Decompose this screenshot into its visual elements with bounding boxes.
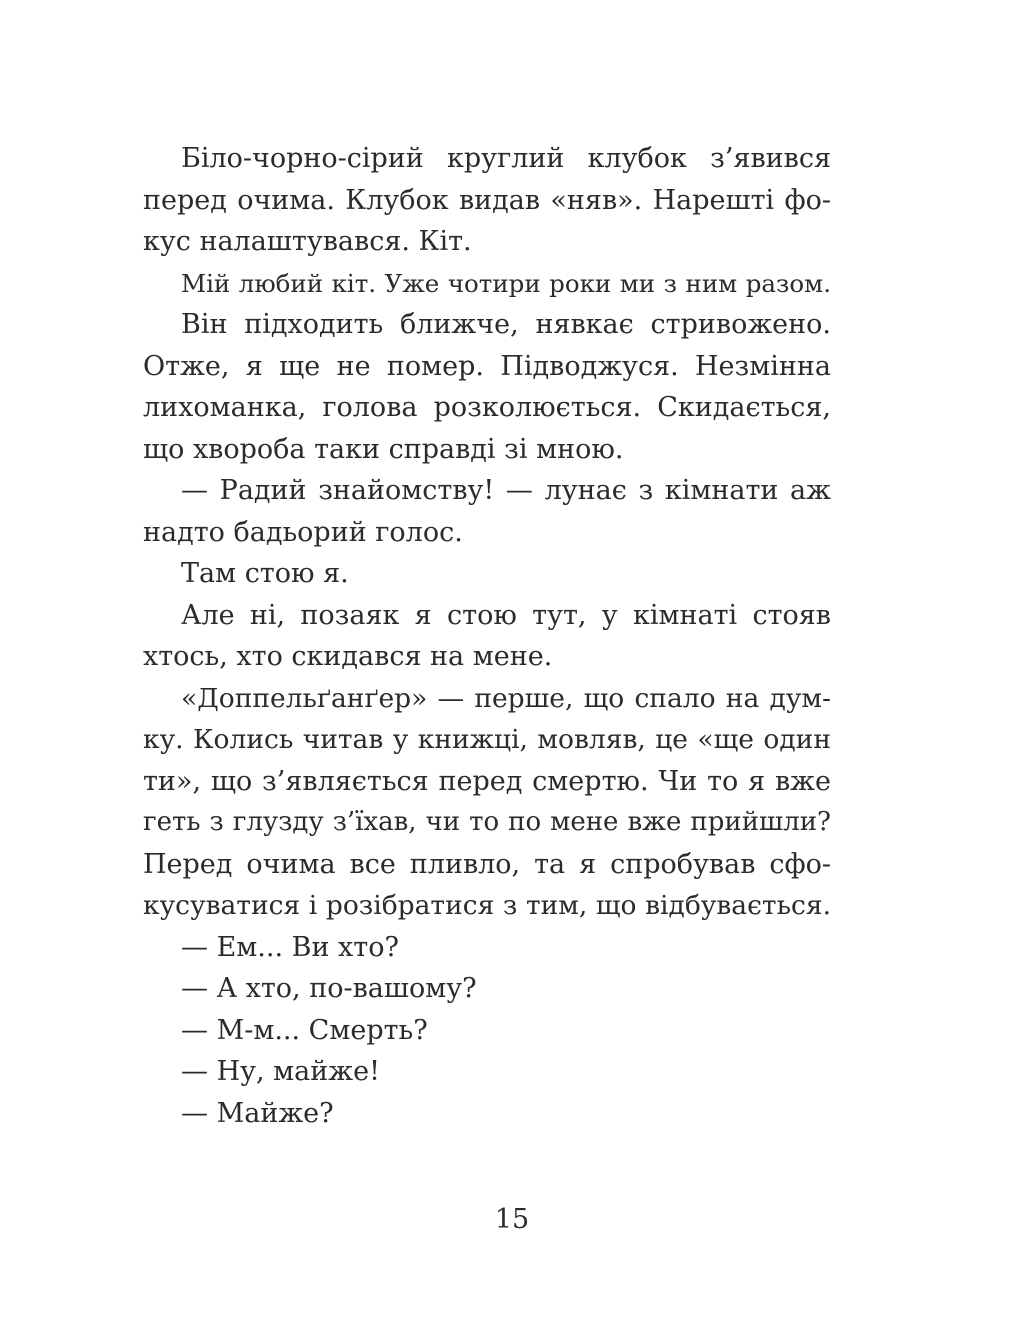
text-line: Перед очима все пливло, та я спробував сфо- [143,848,831,880]
page-number: 15 [494,1204,530,1235]
text-line: надто бадьорий голос. [143,516,463,548]
text-line: «Доппельґанґер» — перше, що спало на дум- [181,682,831,714]
text-line: геть з глузду з’їхав, чи то по мене вже прийшли? [143,807,831,837]
dialogue-line: — Майже? [181,1097,334,1129]
text-line: ку. Колись читав у книжці, мовляв, це «ще один [143,724,831,755]
text-line: Він підходить ближче, нявкає стривожено. [181,309,831,340]
dialogue-line: — А хто, по-вашому? [181,973,477,1004]
text-line: кус налаштувався. Кіт. [143,226,472,257]
text-line: Біло-чорно-сірий круглий клубок з’явився [181,143,831,174]
text-line: — Радий знайомству! — лунає з кімнати аж [181,475,831,506]
dialogue-line: — Ем... Ви хто? [181,931,399,963]
dialogue-line: — Ну, майже! [181,1056,380,1087]
text-line: Але ні, позаяк я стою тут, у кімнаті стояв [181,599,831,631]
text-line: хтось, хто скидався на мене. [143,641,553,672]
text-line: перед очима. Клубок видав «няв». Нарешті фо- [143,184,831,216]
text-line: Мій любий кіт. Уже чотири роки ми з ним разом. [181,268,831,298]
text-line: лихоманка, голова розколюється. Скидається, [143,392,831,423]
text-line: кусуватися і розібратися з тим, що відбувається. [143,890,831,921]
text-line: Там стою я. [181,558,349,589]
text-line: Отже, я ще не помер. Підводжуся. Незмінна [143,350,831,382]
body-text [143,138,831,1134]
dialogue-line: — М-м... Смерть? [181,1014,428,1046]
text-line: що хвороба таки справді зі мною. [143,433,624,465]
text-line: ти», що з’являється перед смертю. Чи то я вже [143,765,831,797]
